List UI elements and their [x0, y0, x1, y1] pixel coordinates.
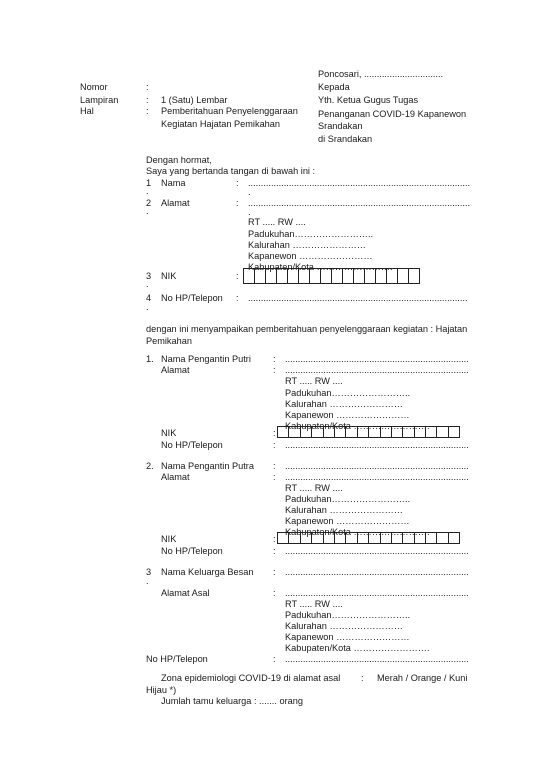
colon: : [236, 198, 239, 208]
colon: : [273, 440, 276, 450]
colon: : [361, 673, 364, 683]
colon: : [236, 178, 239, 188]
bride-nik-label: NIK [161, 428, 177, 438]
groom-hp-field[interactable]: ........................................................................ [285, 546, 469, 556]
groom-name-label: Nama Pengantin Putra [161, 461, 254, 471]
rt-rw-field[interactable]: RT ..... RW .... [285, 599, 343, 609]
bride-nik-boxes[interactable] [277, 426, 459, 438]
colon: : [273, 354, 276, 364]
alamat-field[interactable]: ....................................................................................... [248, 198, 471, 208]
recipient-line: di Srandakan [318, 134, 373, 144]
zone-options-cont[interactable]: Hijau *) [146, 685, 177, 695]
padukuhan-field[interactable]: Padukuhan…………………….. [285, 388, 411, 398]
nama-label: Nama [161, 178, 186, 188]
dot-mark: . [146, 576, 149, 586]
kapanewon-field[interactable]: Kapanewon …………………… [285, 410, 410, 420]
bride-hp-label: No HP/Telepon [161, 440, 223, 450]
zone-label: Zona epidemiologi COVID-19 di alamat asal [161, 673, 341, 683]
nama-field[interactable]: ....................................................................................... [248, 178, 471, 188]
bride-name-field[interactable]: ........................................................................ [285, 354, 469, 364]
recipient-line: Penanganan COVID-19 Kapanewon [318, 109, 467, 119]
hal-colon: : [146, 106, 149, 116]
besan-address-field[interactable]: ........................................................................ [285, 588, 469, 598]
alamat-label: Alamat [161, 198, 190, 208]
groom-address-field[interactable]: ........................................................................ [285, 472, 469, 482]
lampiran-colon: : [146, 95, 149, 105]
kalurahan-field[interactable]: Kalurahan …………………… [285, 399, 403, 409]
colon: : [273, 546, 276, 556]
kabupaten-field[interactable]: Kabupaten/Kota ……………………. [285, 643, 430, 653]
hp-field[interactable]: ...................................................................................... [248, 293, 468, 303]
section-number: 2. [146, 461, 154, 471]
guest-count[interactable]: Jumlah tamu keluarga : ....... orang [161, 696, 303, 706]
kalurahan-field[interactable]: Kalurahan …………………… [285, 621, 403, 631]
rt-rw-field[interactable]: RT ..... RW .... [285, 376, 343, 386]
kabupaten-field[interactable]: Kabupaten/Kota ……………………. [285, 527, 430, 537]
besan-address-label: Alamat Asal [161, 588, 210, 598]
colon: : [273, 534, 276, 544]
colon: : [273, 428, 276, 438]
section-number: 1. [146, 354, 154, 364]
nik-boxes[interactable] [243, 268, 419, 284]
nik-label: NIK [161, 271, 177, 281]
zone-options[interactable]: Merah / Orange / Kuni [377, 673, 468, 683]
nomor-colon: : [146, 82, 149, 92]
statement-line: dengan ini menyampaikan pemberitahuan penyelenggaraan kegiatan : Hajatan [146, 324, 468, 334]
colon: : [273, 588, 276, 598]
rt-rw-field[interactable]: RT ..... RW .... [285, 483, 343, 493]
intro-text: Saya yang bertanda tangan di bawah ini : [146, 166, 316, 176]
padukuhan-field[interactable]: Padukuhan…………………….. [285, 610, 411, 620]
kapanewon-field[interactable]: Kapanewon …………………… [248, 251, 373, 261]
section-number: 3 [146, 567, 152, 577]
kapanewon-field[interactable]: Kapanewon …………………… [285, 516, 410, 526]
place-date: Poncosari, ............................... [318, 69, 444, 79]
colon: : [273, 365, 276, 375]
kapanewon-field[interactable]: Kapanewon …………………… [285, 632, 410, 642]
kalurahan-field[interactable]: Kalurahan …………………… [248, 240, 366, 250]
groom-nik-boxes[interactable] [277, 532, 459, 544]
dot-mark: . [146, 302, 149, 312]
colon: : [273, 472, 276, 482]
besan-hp-label: No HP/Telepon [146, 654, 208, 664]
padukuhan-field[interactable]: Padukuhan…………………….. [285, 494, 411, 504]
hal-line: Kegiatan Hajatan Pemikahan [161, 119, 281, 129]
rt-rw-field[interactable]: RT ..... RW .... [248, 217, 306, 227]
kabupaten-field[interactable]: Kabupaten/Kota ……………………. [285, 421, 430, 431]
colon: : [236, 293, 239, 303]
lampiran-label: Lampiran [80, 95, 119, 105]
groom-nik-label: NIK [161, 534, 177, 544]
item-number: 3 [146, 271, 152, 281]
kabupaten-field[interactable]: Kabupaten/Kota ……………………. [248, 262, 393, 272]
groom-name-field[interactable]: ........................................................................ [285, 461, 469, 471]
item-number: 2 [146, 198, 152, 208]
dot-mark: . [146, 206, 149, 216]
bride-address-label: Alamat [161, 365, 190, 375]
besan-name-label: Nama Keluarga Besan [161, 567, 254, 577]
hal-line: Pemberitahuan Penyelenggaraan [161, 106, 298, 116]
hal-label: Hal [80, 106, 94, 116]
besan-hp-field[interactable]: ........................................................................ [285, 654, 469, 664]
colon: : [273, 461, 276, 471]
colon: : [273, 654, 276, 664]
item-number: 1 [146, 178, 152, 188]
groom-address-label: Alamat [161, 472, 190, 482]
bride-name-label: Nama Pengantin Putri [161, 354, 251, 364]
padukuhan-field[interactable]: Padukuhan…………………….. [248, 229, 374, 239]
statement-line: Pemikahan [146, 336, 192, 346]
besan-name-field[interactable]: ........................................................................ [285, 567, 469, 577]
recipient-line: Yth. Ketua Gugus Tugas [318, 95, 419, 105]
dot-mark: . [146, 279, 149, 289]
dot-mark: . [248, 207, 251, 217]
groom-hp-label: No HP/Telepon [161, 546, 223, 556]
dot-mark: . [248, 187, 251, 197]
nomor-label: Nomor [80, 82, 108, 92]
recipient-label: Kepada [318, 82, 350, 92]
item-number: 4 [146, 293, 152, 303]
kalurahan-field[interactable]: Kalurahan …………………… [285, 505, 403, 515]
dot-mark: . [146, 186, 149, 196]
hp-label: No HP/Telepon [161, 293, 223, 303]
colon: : [236, 271, 239, 281]
recipient-line: Srandakan [318, 121, 363, 131]
bride-address-field[interactable]: ........................................................................ [285, 365, 469, 375]
greeting: Dengan hormat, [146, 155, 212, 165]
colon: : [273, 567, 276, 577]
bride-hp-field[interactable]: ........................................................................ [285, 440, 469, 450]
lampiran-value: 1 (Satu) Lembar [161, 95, 228, 105]
